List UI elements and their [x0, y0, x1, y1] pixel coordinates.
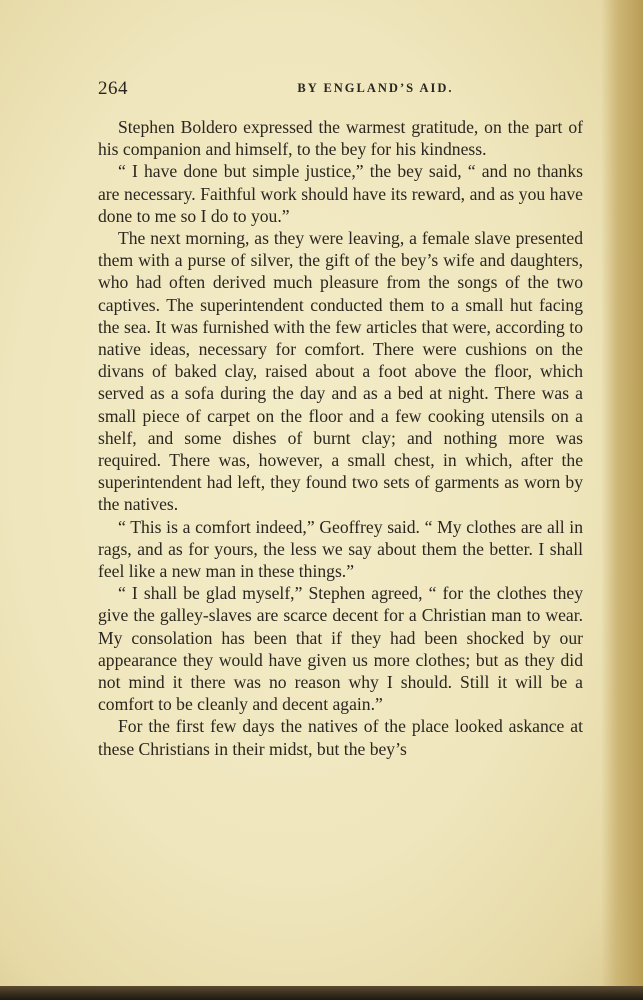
- body-text: [98, 116, 583, 760]
- page-header: [98, 78, 593, 102]
- paragraph: For the first few days the natives of the place looked askance at these Christians in their midst, but the bey’s: [98, 716, 583, 759]
- running-head: BY ENGLAND’S AID.: [297, 81, 454, 95]
- paragraph: The next morning, as they were leaving, a female slave presented them with a purse of silver, the gift of the bey’s wife and daughters, who had often derived much pleasure from the songs of the two captives. The superintendent conducted them to a small hut facing the sea. It was furnished with the few articles that were, according to native ideas, necessary for comfort. There were cushions on the divans of baked clay, raised about a foot above the floor, which served as a sofa during the day and as a bed at night. There was a small piece of carpet on the floor and a few cooking utensils on a shelf, and some dishes of burnt clay; and nothing more was required. There was, however, a small chest, in which, after the superintendent had left, they found two sets of garments as worn by the natives.: [98, 228, 583, 515]
- paragraph: “ I shall be glad myself,” Stephen agreed, “ for the clothes they give the galley-slaves are scarce decent for a Christian man to wear. My consolation has been that if they had been shocked by our appearance they would have given us more clothes; but as they did not mind it there was no reason why I should. Still it will be a comfort to be cleanly and decent again.”: [98, 583, 583, 715]
- page-gutter-shadow: [601, 0, 643, 1000]
- page-number: 264: [98, 78, 128, 99]
- paragraph: Stephen Boldero expressed the warmest gratitude, on the part of his companion and himself, to the bey for his kindness.: [98, 117, 583, 160]
- paragraph: “ This is a comfort indeed,” Geoffrey said. “ My clothes are all in rags, and as for yours, the less we say about them the better. I shall feel like a new man in these things.”: [98, 516, 583, 582]
- page-bottom-edge: [0, 986, 643, 1000]
- paragraph: “ I have done but simple justice,” the bey said, “ and no thanks are necessary. Faithful work should have its reward, and as you have done to me so I do to you.”: [98, 161, 583, 226]
